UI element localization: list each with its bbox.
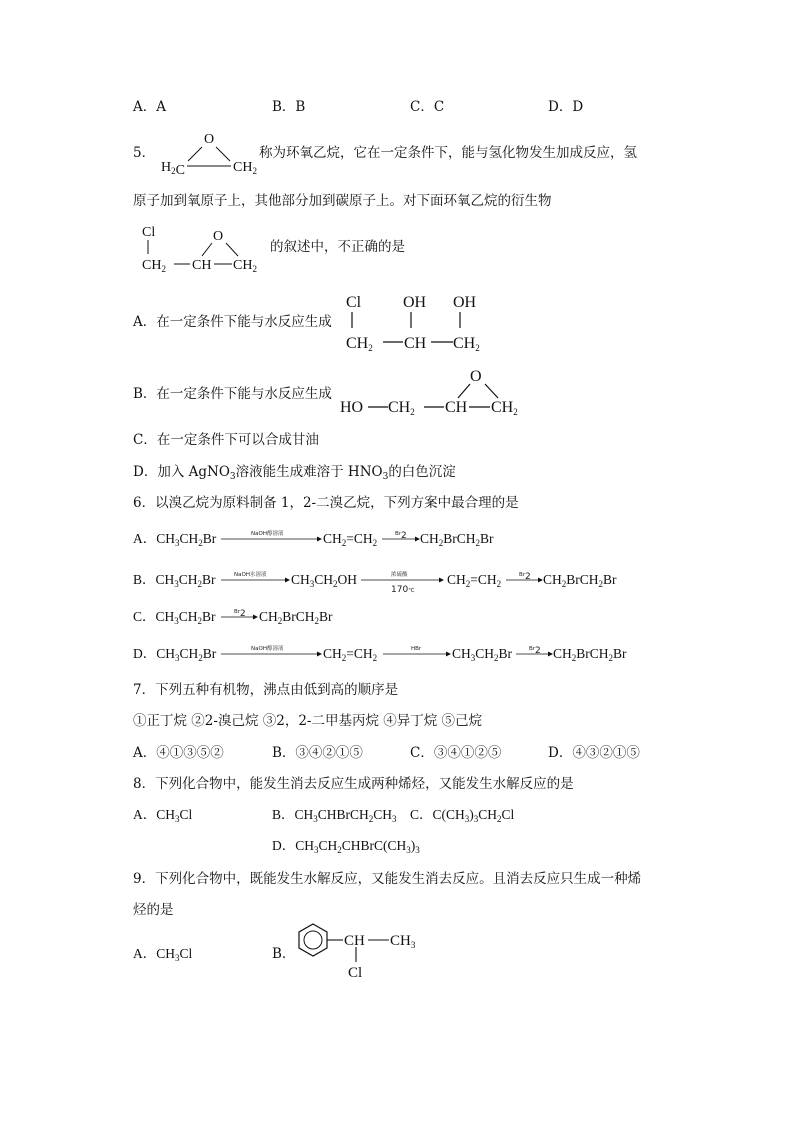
q6b-arrow1	[221, 569, 291, 587]
q6c-arrow	[221, 606, 261, 624]
svg-text:HBr: HBr	[411, 646, 422, 652]
svg-text:CH3: $CH_3$	[390, 933, 416, 950]
q4-option-a: A．A	[133, 99, 166, 115]
opt-b-oxygen: O	[470, 368, 482, 385]
svg-text:CH: CH	[344, 933, 365, 949]
q8-stem: 8．下列化合物中，能发生消去反应生成两种烯烃，又能发生水解反应的是	[133, 776, 574, 792]
q7-option-a: A．④①③⑤②	[133, 745, 224, 761]
q6b-ethanol: $CH_3CH_2OH$	[291, 572, 358, 589]
q6b-product: $CH_2BrCH_2Br$	[543, 572, 617, 589]
q6d-ethene: $CH_2=CH_2$	[323, 646, 378, 663]
option-b-structure	[338, 365, 538, 420]
q6-option-b: B．$CH_3CH_2Br$	[133, 572, 216, 589]
q5-option-a: A．在一定条件下能与水反应生成	[133, 314, 332, 330]
q4-option-c: C．C	[410, 99, 445, 115]
q4-option-b: B．B	[272, 99, 306, 115]
derivative-ch2-left: $CH_2$	[142, 258, 166, 274]
derivative-cl: Cl	[142, 225, 156, 240]
q5-option-d: D．加入 AgNO$_3$溶液能生成难溶于 $HNO_3$的白色沉淀	[133, 464, 456, 482]
benzene-ring-icon	[299, 924, 327, 956]
q6-option-d: D．$CH_3CH_2Br$	[133, 646, 217, 663]
svg-text:Br2: Br2	[519, 572, 531, 582]
q6-option-c: C．$CH_3CH_2Br$	[133, 609, 216, 626]
q9-stem-line1: 9．下列化合物中，既能发生水解反应，又能发生消去反应。且消去反应只生成一种烯	[133, 871, 642, 887]
q4-option-d: D．D	[548, 99, 584, 115]
q6c-product: $CH_2BrCH_2Br$	[259, 609, 333, 626]
q9-option-b-structure	[295, 920, 425, 985]
q9-stem-line2: 烃的是	[133, 902, 174, 918]
q6-stem: 6．以溴乙烷为原料制备 1，2-二溴乙烷，下列方案中最合理的是	[133, 495, 519, 511]
svg-text:NaOH水溶液: NaOH水溶液	[234, 572, 267, 578]
opt-a-oh-middle: OH	[403, 294, 427, 311]
svg-text:Br2: Br2	[234, 609, 246, 619]
q6b-arrow3	[506, 569, 546, 587]
q6a-product: $CH_2BrCH_2Br$	[420, 531, 494, 548]
q5-option-c: C．在一定条件下可以合成甘油	[133, 432, 319, 448]
epoxyethane-structure	[155, 128, 265, 178]
opt-b-ch2-left: CH2	[388, 399, 415, 417]
q7-items: ①正丁烷 ②2-溴己烷 ③2，2-二甲基丙烷 ④异丁烷 ⑤己烷	[133, 713, 483, 729]
epoxy-h2c: $H_2C$	[161, 160, 185, 178]
q7-option-b: B．③④②①⑤	[272, 745, 363, 761]
epoxy-oxygen: O	[204, 132, 215, 147]
opt-a-ch2-right: CH2	[453, 335, 480, 353]
derivative-ch2-right: $CH_2$	[233, 258, 257, 274]
q6d-product: $CH_2BrCH_2Br$	[553, 646, 627, 663]
q7-option-c: C．③④①②⑤	[410, 745, 502, 761]
q6d-bromoethane: $CH_3CH_2Br$	[452, 646, 513, 663]
q6a-arrow1	[221, 528, 321, 546]
opt-b-ho: HO	[340, 399, 364, 416]
q6-option-a: A．$CH_3CH_2Br$	[133, 531, 217, 548]
q7-stem: 7．下列五种有机物，沸点由低到高的顺序是	[133, 682, 399, 698]
q8-option-b: B．$CH_3CHBrCH_2CH_3$	[272, 807, 397, 824]
q5-text-line1: 称为环氧乙烷，它在一定条件下，能与氢化物发生加成反应，氢	[259, 145, 637, 161]
epoxy-ch2: $CH_2$	[233, 160, 257, 176]
q6a-ethene: $CH_2=CH_2$	[323, 531, 378, 548]
svg-text:NaOH醇溶液: NaOH醇溶液	[251, 531, 284, 537]
q8-option-a: A．$CH_3Cl$	[133, 807, 193, 824]
q6b-ethene: $CH_2=CH_2$	[447, 572, 502, 589]
q5-text-line2: 原子加到氧原子上，其他部分加到碳原子上。对下面环氧乙烷的衍生物	[133, 193, 552, 209]
q6d-arrow1	[221, 643, 321, 661]
q6b-arrow2	[361, 566, 446, 595]
q9-option-a: A．$CH_3Cl$	[133, 946, 193, 963]
q7-option-d: D．④③②①⑤	[548, 745, 640, 761]
svg-text:Br2: Br2	[395, 531, 407, 541]
opt-a-ch2-left: CH2	[346, 335, 373, 353]
q6d-arrow3	[516, 643, 556, 661]
derivative-oxygen: O	[213, 229, 224, 244]
opt-a-ch: CH	[404, 335, 427, 352]
svg-text:170℃: 170℃	[391, 585, 415, 595]
opt-b-ch: CH	[445, 399, 468, 416]
opt-a-cl: Cl	[346, 294, 362, 311]
q6d-arrow2	[383, 643, 453, 661]
svg-text:浓硫酸: 浓硫酸	[391, 572, 408, 578]
q5-text-line3: 的叙述中，不正确的是	[270, 239, 405, 255]
derivative-ch: CH	[192, 258, 212, 273]
q5-option-b: B．在一定条件下能与水反应生成	[133, 386, 332, 402]
derivative-structure	[140, 222, 270, 277]
q8-option-d: D．$CH_3CH_2CHBrC(CH_3)_3$	[272, 838, 420, 855]
q5-number: 5．	[133, 145, 156, 161]
option-a-structure	[343, 290, 513, 355]
opt-b-ch2-right: CH2	[491, 399, 518, 417]
svg-text:Cl: Cl	[348, 965, 363, 981]
svg-text:Br2: Br2	[529, 646, 541, 656]
q9-option-b-label: B．	[272, 946, 296, 962]
q8-option-c: C．$C(CH_3)_3CH_2Cl$	[410, 807, 515, 824]
opt-a-oh-right: OH	[453, 294, 477, 311]
q6a-arrow2	[382, 528, 422, 546]
svg-text:NaOH醇溶液: NaOH醇溶液	[251, 646, 284, 652]
